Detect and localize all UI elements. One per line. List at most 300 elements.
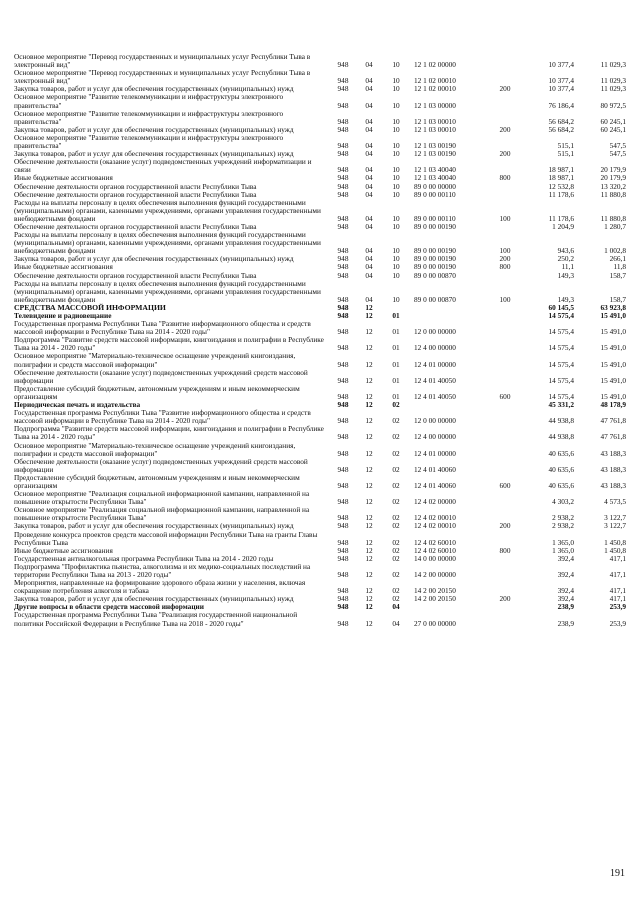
row-name: Основное мероприятие "Материально-техническое оснащение учреждений книгоиздания, полиграфии и средств массовой информации" [14,351,296,369]
row-name: Закупка товаров, работ и услуг для обеспечения государственных (муниципальных) нужд [14,254,294,264]
ministry-code: 948 [337,343,349,353]
target-article: 89 0 00 00190 [414,263,456,272]
row-name: Расходы на выплаты персоналу в целях обеспечения выполнения функций государственными (муниципальными) органами, казенными учреждениями, органами управления государственными внебюджетными фондами [14,278,321,304]
expense-type: 200 [499,85,511,94]
subsection-code: 10 [392,190,400,199]
amount-year-1: 238,9 [557,618,574,628]
ministry-code: 948 [337,391,349,401]
section-code: 04 [365,222,373,231]
target-article: 27 0 00 00000 [414,618,456,628]
amount-year-2: 11,8 [613,263,626,272]
amount-year-2: 253,9 [609,618,626,628]
amount-year-1: 76 186,4 [548,100,574,110]
target-article [410,401,492,409]
subsection-code: 10 [392,100,400,110]
row-name: Обеспечение деятельности (оказание услуг) подведомственных учреждений информатизации и связи [14,157,312,175]
amount-year-1: 10 377,4 [548,60,574,70]
target-article: 89 0 00 00190 [414,255,456,264]
amount-year-1: 392,4 [557,586,574,596]
section-code: 12 [365,537,373,547]
ministry-code: 948 [337,263,349,272]
ministry-code: 948 [337,141,349,151]
amount-year-2: 60 245,1 [600,125,626,134]
ministry-code: 948 [337,448,349,458]
ministry-code: 948 [337,401,349,410]
expense-type [492,158,518,174]
subsection-code: 02 [392,570,400,579]
row-name: Закупка товаров, работ и услуг для обеспечения государственных (муниципальных) нужд [14,84,294,94]
section-code: 04 [365,85,373,94]
expense-type [492,401,518,409]
amount-year-2: 48 178,9 [600,401,626,410]
subsection-code: 01 [392,327,400,337]
amount-year-1: 40 635,6 [548,448,574,458]
amount-year-2: 43 188,3 [600,464,626,474]
subsection-code: 10 [392,213,400,223]
table-body [14,53,626,628]
row-name: СРЕДСТВА МАССОВОЙ ИНФОРМАЦИИ [14,302,166,312]
row-name: Обеспечение деятельности органов государственной власти Республики Тыва [14,181,257,191]
expense-type [492,110,518,126]
table-row [14,506,626,522]
expense-type [492,223,518,231]
subsection-code: 10 [392,255,400,264]
section-code: 12 [365,401,373,410]
amount-year-2: 266,1 [609,255,626,264]
ministry-code: 948 [337,125,349,134]
expense-type [492,563,518,579]
amount-year-1: 392,4 [557,554,574,563]
row-name: Обеспечение деятельности (оказание услуг) подведомственных учреждений средств массовой информации [14,367,308,385]
ministry-code: 948 [337,546,349,555]
target-article: 12 1 02 00010 [414,76,456,86]
subsection-code: 10 [392,263,400,272]
amount-year-2: 3 122,7 [604,522,626,531]
table-row [14,579,626,595]
section-code: 12 [365,522,373,531]
subsection-code: 01 [392,359,400,369]
amount-year-1: 515,1 [557,150,574,159]
target-article: 12 0 00 00000 [414,416,456,426]
amount-year-2: 158,7 [609,294,626,304]
amount-year-1: 515,1 [557,141,574,151]
section-code: 12 [365,586,373,596]
target-article: 12 1 03 00190 [414,150,456,159]
subsection-code: 02 [392,586,400,596]
target-article: 12 4 01 00000 [414,448,456,458]
ministry-code: 948 [337,100,349,110]
amount-year-2: 15 491,0 [600,343,626,353]
expense-type: 800 [499,174,511,183]
subsection-code: 01 [392,312,400,320]
target-article: 14 0 00 00000 [414,554,456,563]
section-code: 12 [365,570,373,579]
expense-type [492,425,518,441]
amount-year-1: 14 575,4 [548,312,574,320]
target-article: 12 4 02 60010 [414,546,456,555]
subsection-code: 02 [392,595,400,604]
ministry-code: 948 [337,603,349,612]
amount-year-1: 149,3 [557,294,574,304]
section-code: 12 [365,603,373,612]
subsection-code: 02 [392,432,400,442]
amount-year-2: 3 122,7 [604,513,626,523]
row-name: Подпрограмма "Профилактика пьянства, алкоголизма и их медико-социальных последствий на территории Республики Тыва на 2013 - 2020 годы" [14,561,311,579]
target-article: 12 4 02 60010 [414,537,456,547]
row-name: Подпрограмма "Развитие средств массовой информации, книгоиздания и полиграфии в Республике Тыва на 2014 - 2020 годы" [14,424,324,442]
amount-year-2: 60 245,1 [600,116,626,126]
subsection-code: 10 [392,222,400,231]
ministry-code: 948 [337,85,349,94]
row-name: Основное мероприятие "Перевод государственных и муниципальных услуг Республики Тыва в электронный вид" [14,52,311,70]
section-code: 12 [365,359,373,369]
subsection-code: 10 [392,76,400,86]
target-article: 14 2 00 20150 [414,595,456,604]
row-name: Основное мероприятие "Развитие телекоммуникации и инфраструктуры электронного правительства" [14,132,284,151]
row-name: Основное мероприятие "Материально-техническое оснащение учреждений книгоиздания, полиграфии и средств массовой информации" [14,440,296,458]
target-article: 12 4 01 40050 [414,375,456,385]
amount-year-2: 15 491,0 [600,391,626,401]
subsection-code: 02 [392,480,400,490]
target-article [410,312,492,320]
amount-year-1: 1 204,9 [552,222,574,231]
subsection-code: 10 [392,174,400,183]
section-code: 04 [365,182,373,191]
amount-year-2: 63 923,8 [600,303,626,312]
table-row [14,474,626,490]
ministry-code: 948 [337,537,349,547]
section-code: 04 [365,246,373,256]
row-name: Основное мероприятие "Развитие телекоммуникации и инфраструктуры электронного правительства" [14,92,284,110]
expense-type [492,555,518,563]
subsection-code: 02 [392,448,400,458]
amount-year-1: 44 938,8 [548,432,574,442]
row-name: Закупка товаров, работ и услуг для обеспечения государственных (муниципальных) нужд [14,521,294,531]
subsection-code: 02 [392,401,400,410]
target-article: 12 1 03 00190 [414,141,456,151]
ministry-code: 948 [337,522,349,531]
subsection-code: 02 [392,416,400,426]
section-code: 04 [365,125,373,134]
target-article: 12 4 01 40060 [414,480,456,490]
row-name: Обеспечение деятельности (оказание услуг) подведомственных учреждений средств массовой информации [14,456,308,474]
table-row [14,110,626,126]
expense-type: 800 [499,263,511,272]
expense-type [492,579,518,595]
subsection-code: 10 [392,116,400,126]
amount-year-2: 20 179,9 [600,165,626,175]
target-article: 12 1 03 00010 [414,116,456,126]
amount-year-2: 11 029,3 [600,76,626,86]
row-name: Основное мероприятие "Перевод государственных и муниципальных услуг Республики Тыва в электронный вид" [14,68,311,86]
subsection-code: 10 [392,60,400,70]
row-name: Основное мероприятие "Развитие телекоммуникации и инфраструктуры электронного правительства" [14,108,284,126]
subsection-code: 02 [392,513,400,523]
ministry-code: 948 [337,375,349,385]
amount-year-2: 43 188,3 [600,448,626,458]
expense-type: 800 [499,546,511,555]
ministry-code: 948 [337,327,349,337]
expense-type [492,312,518,320]
target-article: 12 4 00 00000 [414,343,456,353]
expense-type [492,352,518,368]
expense-type [492,506,518,522]
row-name: Основное мероприятие "Реализация социальной информационной кампании, направленной на повышение открытости Республики Тыва" [14,489,310,507]
section-code: 04 [365,213,373,223]
target-article: 89 0 00 00190 [414,222,456,231]
table-row [14,409,626,425]
section-code: 04 [365,271,373,280]
section-code: 12 [365,595,373,604]
subsection-code: 02 [392,554,400,563]
expense-type: 200 [499,125,511,134]
ministry-code: 948 [337,303,349,312]
target-article: 12 1 03 40040 [414,165,456,175]
table-row [14,425,626,441]
ministry-code: 948 [337,182,349,191]
row-name: Государственная антиалкогольная программа Республики Тыва на 2014 - 2020 годы [14,553,274,563]
amount-year-2: 253,9 [609,603,626,612]
amount-year-2: 417,1 [609,554,626,563]
section-code: 12 [365,513,373,523]
table-row [14,385,626,401]
amount-year-2: 547,5 [609,141,626,151]
section-code: 12 [365,448,373,458]
expense-type [492,603,518,611]
subsection-code: 10 [392,125,400,134]
row-name: Подпрограмма "Развитие средств массовой информации, книгоиздания и полиграфии в Республике Тыва на 2014 - 2020 годы" [14,335,324,353]
target-article: 12 1 03 40040 [414,174,456,183]
amount-year-2: 80 972,5 [600,100,626,110]
amount-year-1: 4 303,2 [552,497,574,507]
row-name: Мероприятия, направленные на формирование здорового образа жизни у населения, включая сокращение потребления алкоголя и табака [14,578,306,596]
subsection-code: 10 [392,150,400,159]
expense-type [492,442,518,458]
table-row [14,531,626,547]
subsection-code: 10 [392,85,400,94]
table-row [14,93,626,109]
expense-type [492,134,518,150]
amount-year-1: 2 938,2 [552,513,574,523]
ministry-code: 948 [337,165,349,175]
section-code: 12 [365,343,373,353]
target-article: 12 1 03 00010 [414,125,456,134]
section-code: 04 [365,100,373,110]
target-article: 12 4 01 40050 [414,391,456,401]
amount-year-1: 56 684,2 [548,116,574,126]
amount-year-1: 392,4 [557,570,574,579]
target-article: 12 4 02 00010 [414,522,456,531]
target-article: 14 2 00 00000 [414,570,456,579]
amount-year-2: 15 491,0 [600,327,626,337]
amount-year-2: 547,5 [609,150,626,159]
row-name: Обеспечение деятельности органов государственной власти Республики Тыва [14,270,257,280]
target-article: 12 1 02 00000 [414,60,456,70]
target-article [410,304,492,312]
subsection-code: 01 [392,375,400,385]
amount-year-2: 417,1 [609,586,626,596]
ministry-code: 948 [337,464,349,474]
ministry-code: 948 [337,60,349,70]
row-name: Основное мероприятие "Реализация социальной информационной кампании, направленной на повышение открытости Республики Тыва" [14,505,310,523]
expense-type [492,320,518,336]
row-name: Другие вопросы в области средств массовой информации [14,602,204,612]
amount-year-1: 250,2 [557,255,574,264]
section-code: 04 [365,190,373,199]
section-code: 12 [365,432,373,442]
row-name: Государственная программа Республики Тыва "Развитие информационного общества и средств массовой информации в Республике Тыва на 2014 - 2020 годы" [14,408,311,426]
ministry-code: 948 [337,76,349,86]
page-number: 191 [610,868,625,879]
row-name: Расходы на выплаты персоналу в целях обеспечения выполнения функций государственными (муниципальными) органами, казенными учреждениями, органами управления государственными внебюджетными фондами [14,230,321,256]
amount-year-1: 1 365,0 [552,546,574,555]
subsection-code: 04 [392,618,400,628]
subsection-code: 01 [392,391,400,401]
table-row [14,158,626,174]
amount-year-2: 1 280,7 [604,222,626,231]
row-name: Закупка товаров, работ и услуг для обеспечения государственных (муниципальных) нужд [14,594,294,604]
amount-year-1: 149,3 [557,271,574,280]
amount-year-1: 10 377,4 [548,85,574,94]
section-code: 12 [365,312,373,320]
section-code: 04 [365,174,373,183]
amount-year-1: 44 938,8 [548,416,574,426]
subsection-code: 01 [392,343,400,353]
table-row [14,611,626,627]
ministry-code: 948 [337,513,349,523]
target-article: 12 1 02 00010 [414,85,456,94]
amount-year-1: 392,4 [557,595,574,604]
amount-year-2: 11 880,8 [600,213,626,223]
ministry-code: 948 [337,116,349,126]
amount-year-2: 417,1 [609,570,626,579]
amount-year-1: 40 635,6 [548,464,574,474]
expense-type [492,69,518,85]
ministry-code: 948 [337,213,349,223]
section-code: 04 [365,165,373,175]
ministry-code: 948 [337,480,349,490]
row-name: Проведение конкурса проектов средств массовой информации Республики Тыва на гранты Главы Республики Тыва [14,529,318,547]
table-row [14,53,626,69]
ministry-code: 948 [337,497,349,507]
expense-type: 200 [499,522,511,531]
row-name: Периодическая печать и издательства [14,400,141,410]
subsection-code: 10 [392,182,400,191]
subsection-code: 10 [392,271,400,280]
table-row [14,563,626,579]
target-article: 12 4 02 00010 [414,513,456,523]
subsection-code [382,304,410,312]
row-name: Обеспечение деятельности органов государственной власти Республики Тыва [14,221,257,231]
subsection-code: 02 [392,537,400,547]
row-name: Государственная программа Республики Тыва "Развитие информационного общества и средств массовой информации в Республике Тыва на 2014 - 2020 годы" [14,319,311,337]
amount-year-2: 43 188,3 [600,480,626,490]
section-code: 04 [365,150,373,159]
ministry-code: 948 [337,586,349,596]
subsection-code: 10 [392,141,400,151]
section-code: 12 [365,546,373,555]
section-code: 04 [365,116,373,126]
amount-year-1: 12 532,8 [548,182,574,191]
expense-type [492,304,518,312]
table-row [14,336,626,352]
expense-type [492,369,518,385]
row-name: Предоставление субсидий бюджетным, автономным учреждениям и иным некоммерческим организациям [14,472,300,490]
target-article: 89 0 00 00110 [414,213,456,223]
amount-year-1: 14 575,4 [548,327,574,337]
amount-year-1: 56 684,2 [548,125,574,134]
section-code: 12 [365,618,373,628]
amount-year-2: 47 761,8 [600,416,626,426]
expense-type [492,611,518,627]
row-name: Иные бюджетные ассигнования [14,545,113,555]
ministry-code: 948 [337,190,349,199]
table-row [14,231,626,255]
amount-year-1: 14 575,4 [548,375,574,385]
section-code: 12 [365,416,373,426]
amount-year-1: 2 938,2 [552,522,574,531]
amount-year-2: 1 450,8 [604,546,626,555]
target-article: 12 1 03 00000 [414,100,456,110]
expense-type [492,191,518,199]
ministry-code: 948 [337,174,349,183]
amount-year-1: 14 575,4 [548,343,574,353]
ministry-code: 948 [337,246,349,256]
target-article: 89 0 00 00870 [414,294,456,304]
table-row [14,369,626,385]
expense-type: 200 [499,595,511,604]
amount-year-2: 1 002,8 [604,246,626,256]
section-code: 04 [365,76,373,86]
ministry-code: 948 [337,312,349,320]
amount-year-2: 417,1 [609,595,626,604]
table-row [14,458,626,474]
subsection-code: 02 [392,522,400,531]
target-article: 12 4 01 00000 [414,359,456,369]
row-name: Закупка товаров, работ и услуг для обеспечения государственных (муниципальных) нужд [14,149,294,159]
ministry-code: 948 [337,595,349,604]
target-article: 89 0 00 00110 [414,190,456,199]
amount-year-2: 20 179,9 [600,174,626,183]
ministry-code: 948 [337,150,349,159]
amount-year-1: 45 331,2 [548,401,574,410]
table-row [14,134,626,150]
target-article [410,603,492,611]
subsection-code: 04 [392,603,400,612]
row-name: Закупка товаров, работ и услуг для обеспечения государственных (муниципальных) нужд [14,124,294,134]
amount-year-2: 15 491,0 [600,375,626,385]
expense-type [492,409,518,425]
expense-type [492,93,518,109]
subsection-code: 02 [392,546,400,555]
table-row [14,320,626,336]
ministry-code: 948 [337,570,349,579]
section-code: 04 [365,255,373,264]
ministry-code: 948 [337,271,349,280]
ministry-code: 948 [337,294,349,304]
expense-type [492,458,518,474]
amount-year-1: 18 987,1 [548,174,574,183]
amount-year-1: 18 987,1 [548,165,574,175]
expense-type [492,183,518,191]
section-code: 12 [365,480,373,490]
amount-year-1: 14 575,4 [548,359,574,369]
expense-type [492,531,518,547]
target-article: 89 0 00 00190 [414,246,456,256]
ministry-code: 948 [337,416,349,426]
target-article: 12 4 00 00000 [414,432,456,442]
amount-year-1: 943,6 [557,246,574,256]
